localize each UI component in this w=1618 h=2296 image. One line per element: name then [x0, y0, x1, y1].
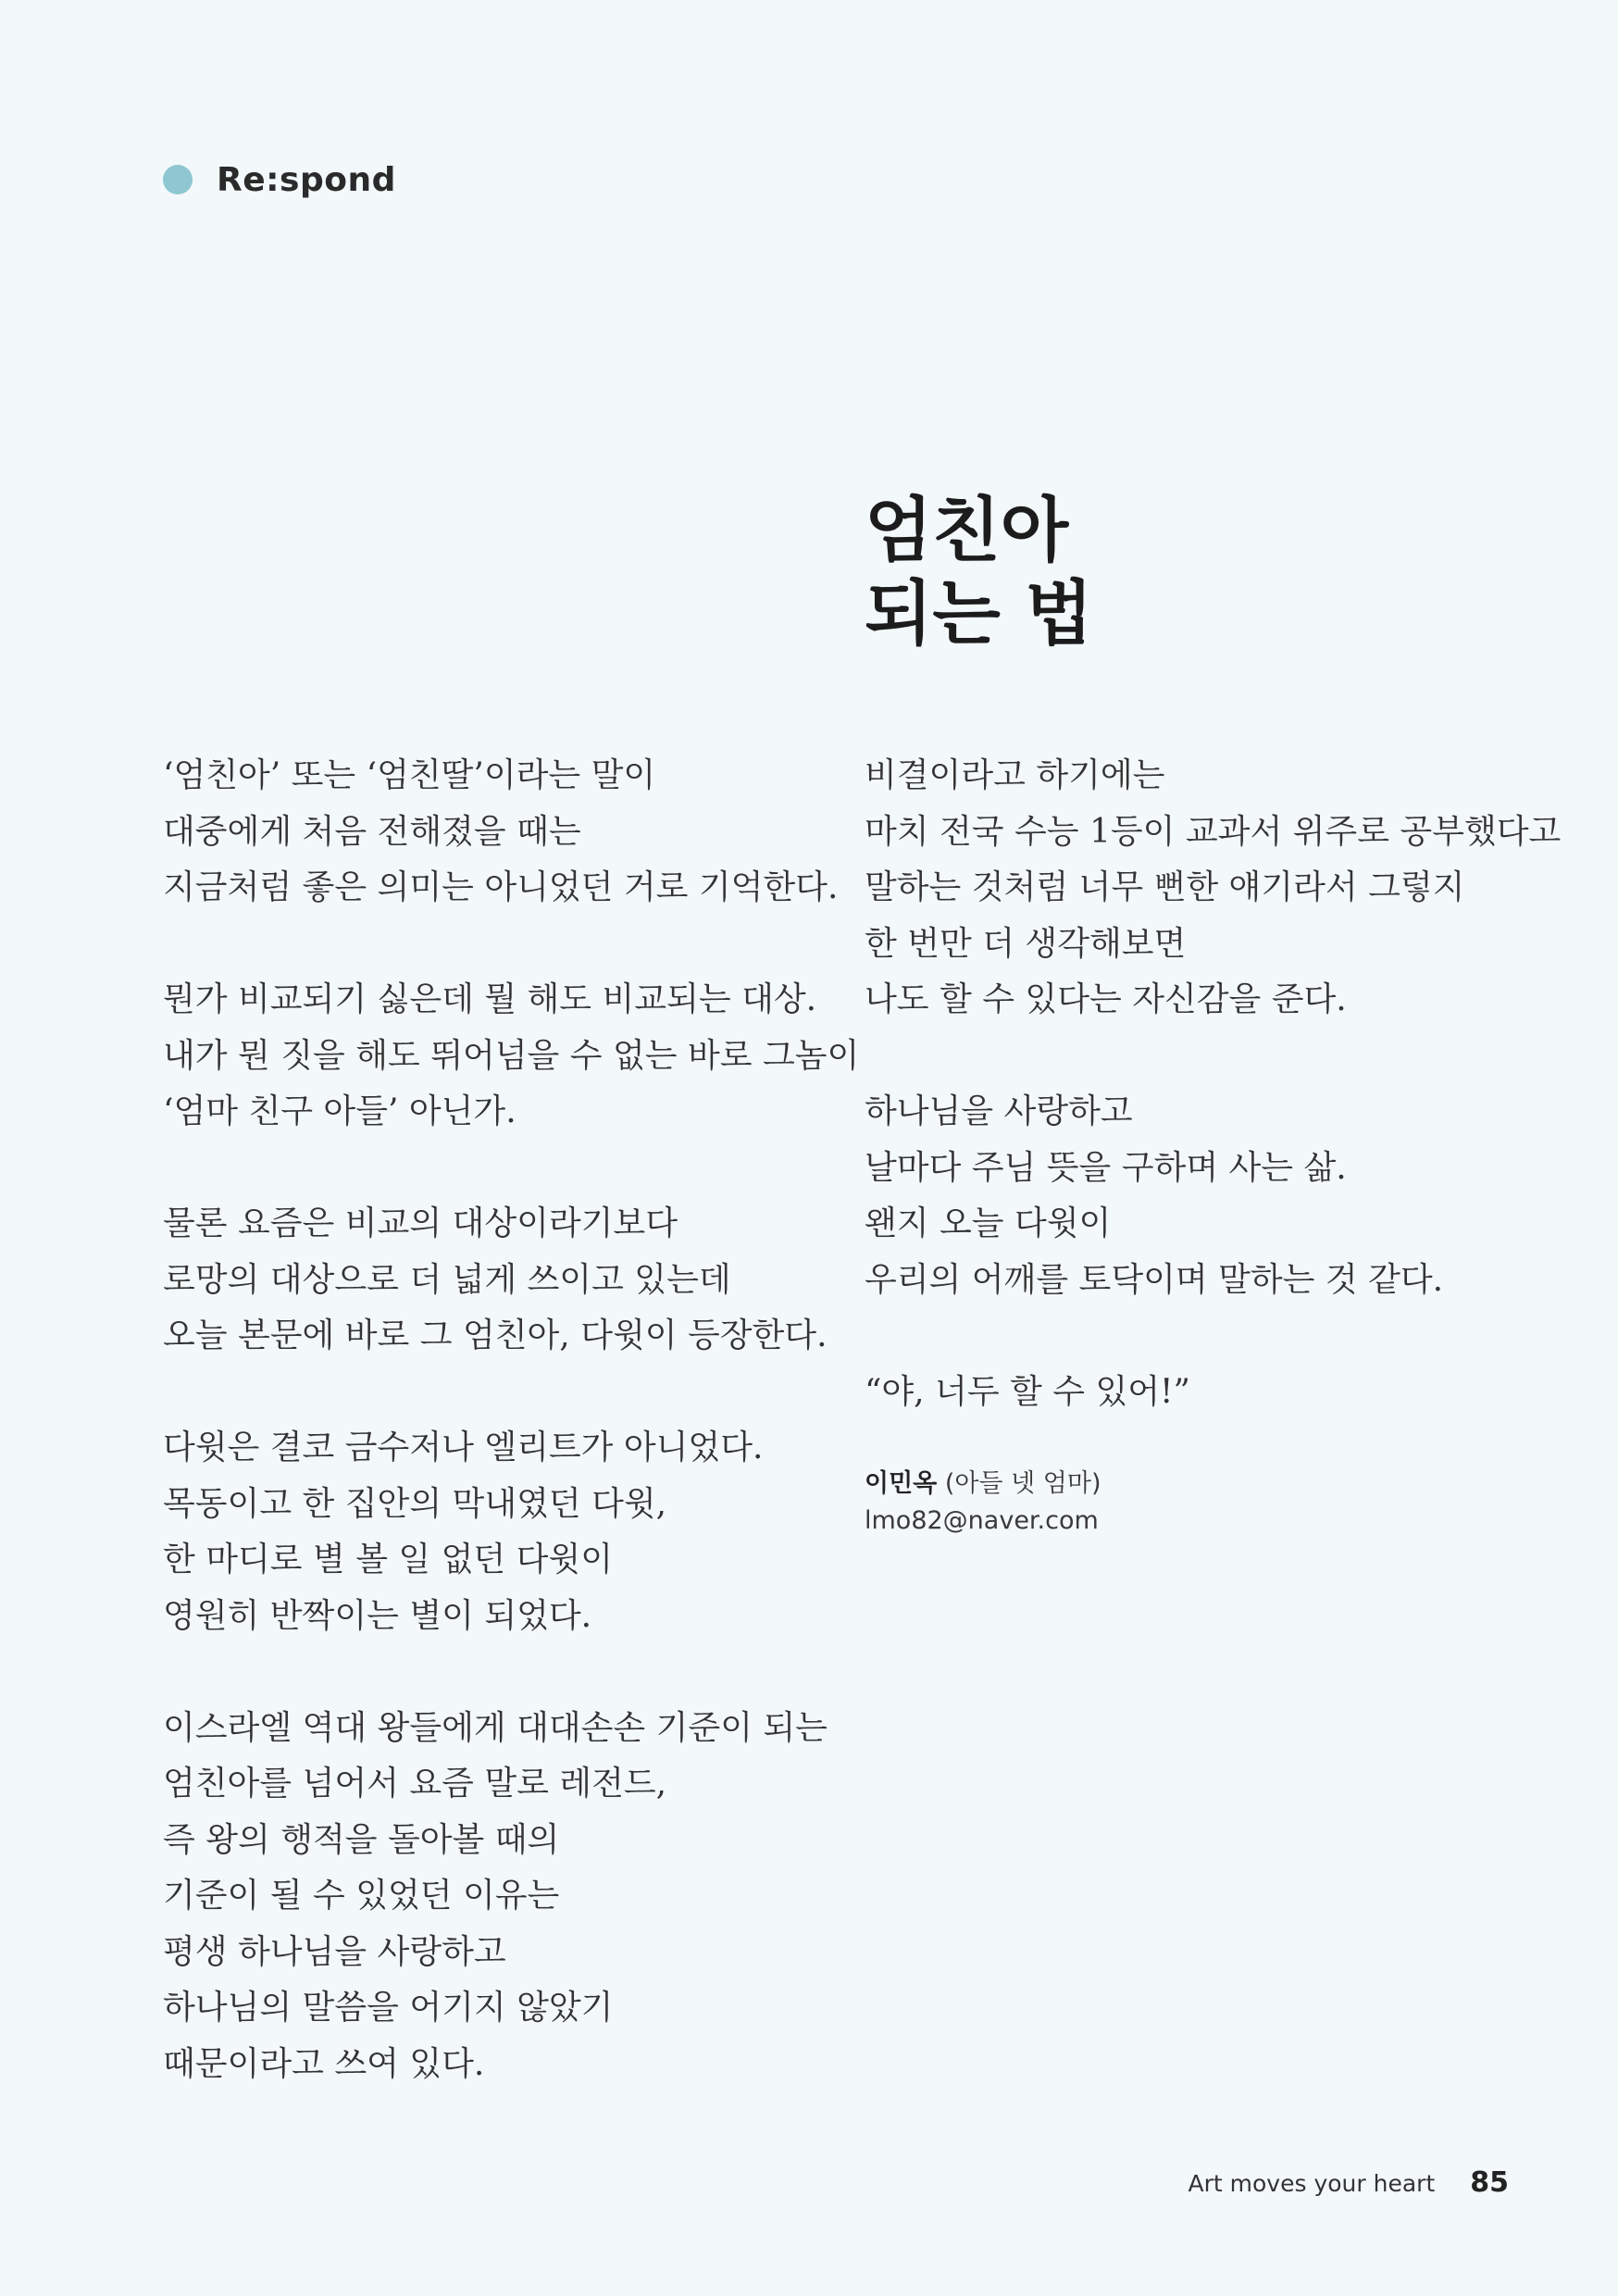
- text-line: 한 번만 더 생각해보면: [865, 924, 1187, 963]
- section-tag: [163, 156, 396, 204]
- section-label: Re:spond: [217, 160, 396, 199]
- text-line: 하나님을 사랑하고: [865, 1092, 1133, 1130]
- section-dot-icon: [163, 165, 193, 194]
- paragraph: [865, 1084, 1512, 1308]
- body-left-column: [163, 748, 860, 2092]
- body-right-column: [865, 748, 1562, 1540]
- page-footer: [1189, 2166, 1509, 2199]
- text-line: “야, 너두 할 수 있어!”: [865, 1372, 1190, 1411]
- paragraph: [163, 748, 839, 917]
- paragraph: [163, 1420, 829, 1644]
- text-line: 비결이라고 하기에는: [865, 756, 1165, 794]
- text-line: 목동이고 한 집안의 막내였던 다윗,: [163, 1484, 667, 1523]
- text-line: 날마다 주님 뜻을 구하며 사는 삶.: [865, 1148, 1347, 1187]
- paragraph: [163, 1701, 829, 2093]
- author-name: 이민옥: [865, 1469, 938, 1498]
- text-line: 로망의 대상으로 더 넓게 쓰이고 있는데: [163, 1260, 731, 1299]
- text-line: 다윗은 결코 금수저나 엘리트가 아니었다.: [163, 1429, 764, 1466]
- text-line: 마치 전국 수능 1등이 교과서 위주로 공부했다고: [865, 812, 1562, 851]
- text-line: 즉 왕의 행적을 돌아볼 때의: [163, 1820, 560, 1859]
- paragraph: [865, 748, 1562, 1029]
- author-block: [865, 1466, 1512, 1540]
- text-line: 엄친아를 넘어서 요즘 말로 레전드,: [163, 1765, 667, 1803]
- text-line: 내가 뭔 짓을 해도 뛰어넘을 수 없는 바로 그놈이: [163, 1036, 860, 1075]
- text-line: 왠지 오늘 다윗이: [865, 1204, 1112, 1242]
- title-line-1: 엄친아: [865, 489, 1069, 571]
- right-paragraphs: [865, 748, 1562, 1420]
- page-number: 85: [1470, 2166, 1509, 2199]
- text-line: 물론 요즘은 비교의 대상이라기보다: [163, 1204, 678, 1242]
- text-line: 평생 하나님을 사랑하고: [163, 1932, 506, 1971]
- text-line: 우리의 어깨를 토닥이며 말하는 것 같다.: [865, 1260, 1444, 1299]
- text-line: 영원히 반짝이는 별이 되었다.: [163, 1596, 592, 1635]
- text-line: 지금처럼 좋은 의미는 아니었던 거로 기억한다.: [163, 868, 839, 906]
- text-line: 때문이라고 쓰여 있다.: [163, 2044, 485, 2083]
- footer-tagline: Art moves your heart: [1188, 2170, 1436, 2197]
- paragraph: [865, 1365, 1512, 1421]
- text-line: ‘엄친아’ 또는 ‘엄친딸’이라는 말이: [163, 756, 656, 794]
- paragraph: [163, 972, 860, 1141]
- text-line: 기준이 될 수 있었던 이유는: [163, 1877, 560, 1915]
- paragraph: [163, 1196, 829, 1365]
- text-line: 나도 할 수 있다는 자신감을 준다.: [865, 980, 1347, 1018]
- text-line: 이스라엘 역대 왕들에게 대대손손 기준이 되는: [163, 1708, 828, 1747]
- author-role: (아들 넷 엄마): [944, 1469, 1101, 1498]
- text-line: ‘엄마 친구 아들’ 아닌가.: [163, 1092, 517, 1130]
- text-line: 뭔가 비교되기 싫은데 뭘 해도 비교되는 대상.: [163, 980, 817, 1018]
- text-line: 하나님의 말씀을 어기지 않았기: [163, 1989, 614, 2027]
- title-line-2: 되는 법: [865, 572, 1093, 655]
- article-title: [865, 489, 1093, 655]
- text-line: 한 마디로 별 볼 일 없던 다윗이: [163, 1541, 613, 1578]
- author-line: [865, 1466, 1512, 1503]
- text-line: 말하는 것처럼 너무 뻔한 얘기라서 그렇지: [865, 868, 1465, 906]
- text-line: 대중에게 처음 전해졌을 때는: [163, 812, 581, 851]
- author-email: lmo82@naver.com: [865, 1506, 1099, 1535]
- text-line: 오늘 본문에 바로 그 엄친아, 다윗이 등장한다.: [163, 1316, 828, 1354]
